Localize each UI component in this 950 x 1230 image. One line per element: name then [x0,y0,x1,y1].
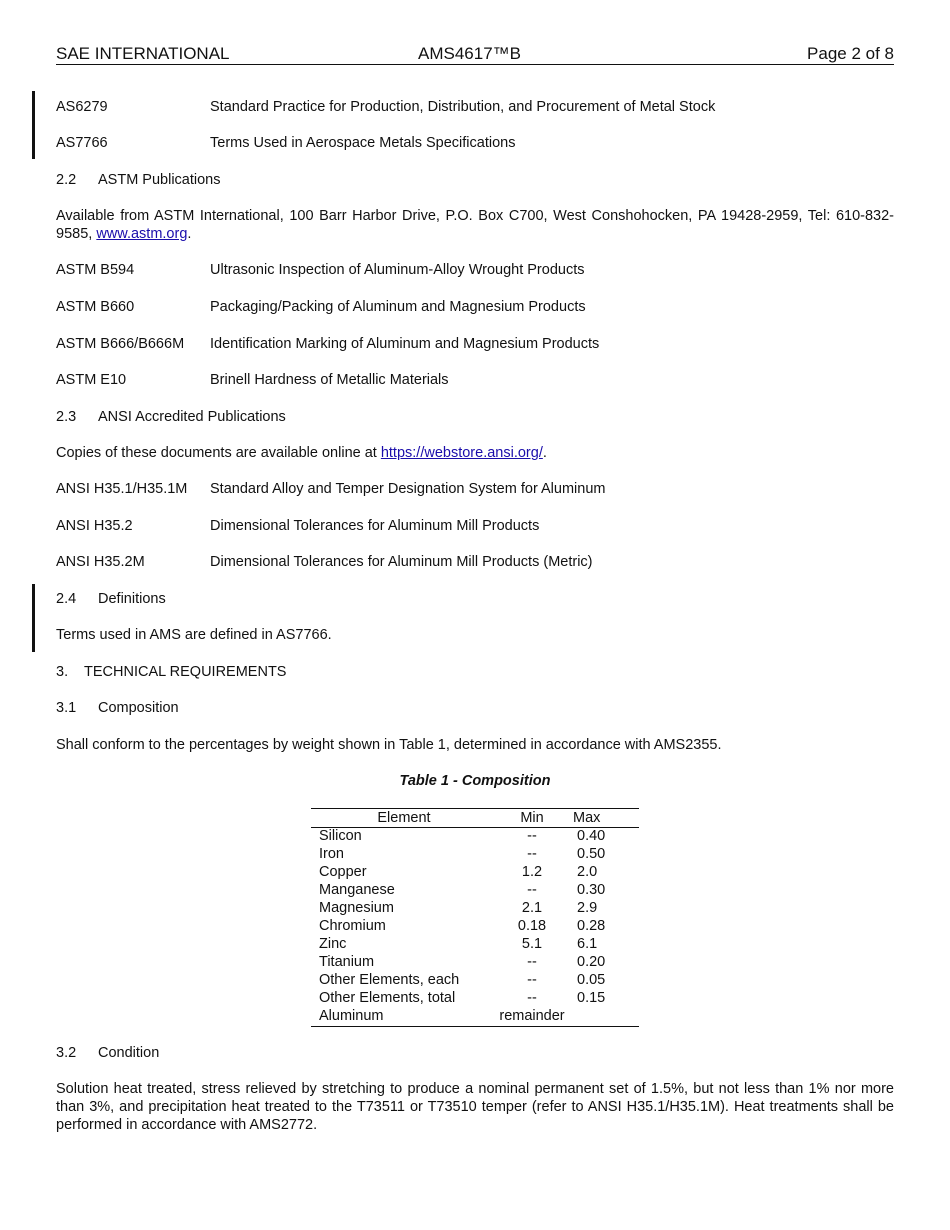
table-row: Manganese -- 0.30 [319,882,606,899]
astm-availability-paragraph: Available from ASTM International, 100 Barr Harbor Drive, P.O. Box C700, West Conshohocken, PA 19428-2959, Tel: 610-832-9585, www.astm.org. [56,208,894,242]
reference-row [56,134,515,152]
reference-row [56,298,586,316]
reference-code: ANSI H35.1/H35.1M [56,481,188,497]
reference-title: Ultrasonic Inspection of Aluminum-Alloy Wrought Products [210,262,585,278]
ansi-webstore-link[interactable]: https://webstore.ansi.org/ [380,445,543,461]
table-row: Other Elements, each -- 0.05 [319,972,606,989]
composition-paragraph: Shall conform to the percentages by weight shown in Table 1, determined in accordance with AMS2355. [56,737,722,753]
column-header-element: Element [311,809,497,828]
column-header-max: Max [567,809,639,828]
section-heading-2-4: 2.4 Definitions [56,591,166,607]
section-heading-3-1: 3.1 Composition [56,700,179,716]
reference-row [56,517,539,535]
table-row: Zinc 5.1 6.1 [319,936,598,953]
reference-row [56,98,715,116]
reference-code: ANSI H35.2 [56,518,133,534]
revision-change-bar [32,91,35,159]
table-row: Other Elements, total -- 0.15 [319,990,606,1007]
section-heading-3-2: 3.2 Condition [56,1045,160,1061]
reference-code: ANSI H35.2M [56,554,145,570]
reference-title: Terms Used in Aerospace Metals Specifications [210,135,516,151]
column-header-min: Min [497,809,567,828]
reference-title: Identification Marking of Aluminum and Magnesium Products [210,336,600,352]
reference-code: ASTM E10 [56,372,127,388]
table-header-row [311,809,639,828]
reference-code: AS6279 [56,99,108,115]
table-row: Titanium -- 0.20 [319,954,606,971]
astm-link[interactable]: www.astm.org [96,226,188,242]
reference-title: Standard Alloy and Temper Designation System for Aluminum [210,481,606,497]
table-row: Chromium 0.18 0.28 [319,918,606,935]
ansi-availability-paragraph: Copies of these documents are available online at https://webstore.ansi.org/. [56,445,547,461]
reference-title: Standard Practice for Production, Distribution, and Procurement of Metal Stock [210,99,716,115]
reference-row [56,261,584,279]
header-org: SAE INTERNATIONAL [56,44,230,63]
reference-row [56,480,605,498]
revision-change-bar [32,584,35,652]
reference-title: Dimensional Tolerances for Aluminum Mill Products (Metric) [210,554,593,570]
table-row: Magnesium 2.1 2.9 [319,900,598,917]
reference-code: ASTM B594 [56,262,135,278]
table-row: Copper 1.2 2.0 [319,864,598,881]
table-caption: Table 1 - Composition [399,773,551,789]
table-row: Silicon -- 0.40 [319,828,606,845]
section-heading-3: 3. TECHNICAL REQUIREMENTS [56,664,287,680]
page-header [56,44,894,65]
table-row: Iron -- 0.50 [319,846,606,863]
header-doc-number: AMS4617™B [418,44,521,63]
reference-row [56,371,449,389]
reference-row [56,553,593,571]
reference-title: Brinell Hardness of Metallic Materials [210,372,449,388]
composition-table [311,808,639,1027]
reference-title: Dimensional Tolerances for Aluminum Mill Products [210,518,540,534]
reference-title: Packaging/Packing of Aluminum and Magnesium Products [210,299,586,315]
reference-code: ASTM B660 [56,299,135,315]
section-heading-2-2: 2.2 ASTM Publications [56,172,221,188]
reference-code: AS7766 [56,135,108,151]
condition-paragraph: Solution heat treated, stress relieved by stretching to produce a nominal permanent set of 1.5%, but not less than 1% nor more than 3%, and precipitation heat treated to the T73511 or T73510 temper (refer to ANSI H35.1/H35.1M). Heat treatments shall be performed in accordance with AMS2772. [56,1081,894,1133]
reference-row [56,335,599,353]
table-row: Aluminum remainder [319,1008,565,1025]
definitions-paragraph: Terms used in AMS are defined in AS7766. [56,627,332,643]
reference-code: ASTM B666/B666M [56,336,185,352]
section-heading-2-3: 2.3 ANSI Accredited Publications [56,409,286,425]
header-page-number: Page 2 of 8 [807,44,894,63]
